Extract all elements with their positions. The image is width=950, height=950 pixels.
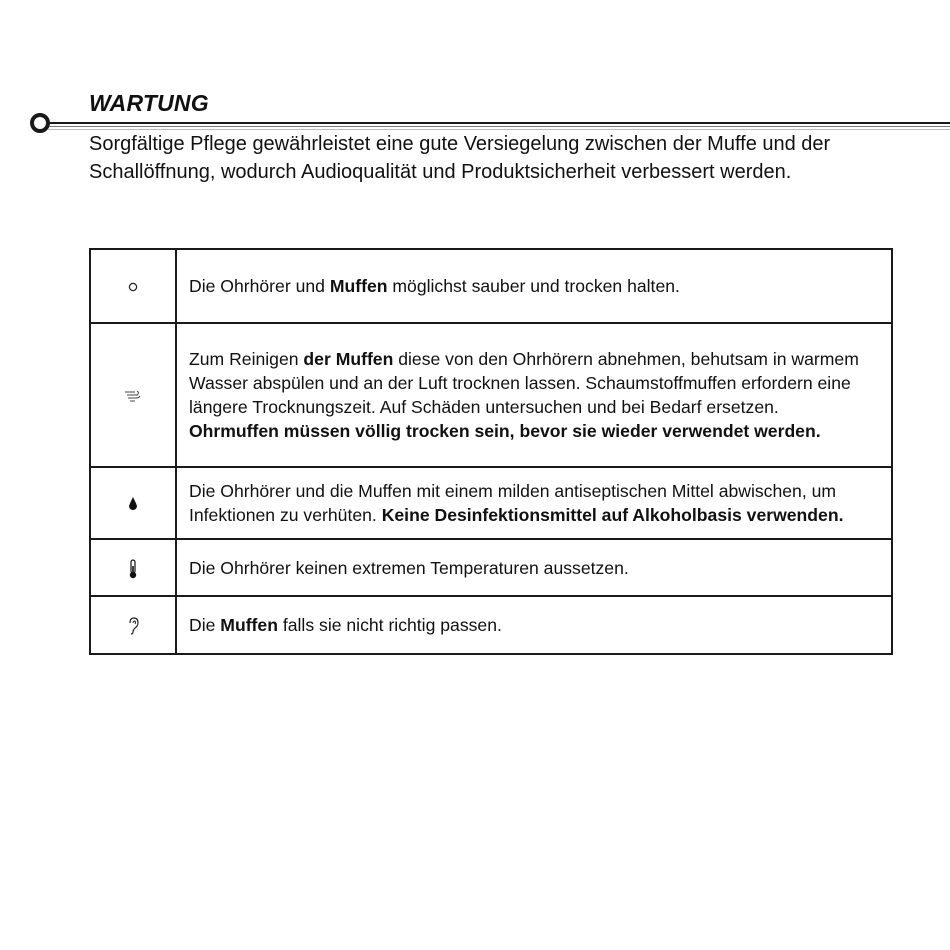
table-row [90,539,892,596]
table-row [90,249,892,323]
ear-icon [127,617,139,635]
icon-cell [90,467,176,539]
table-row [90,467,892,539]
section-intro: Sorgfältige Pflege gewährleistet eine gute Versiegelung zwischen der Muffe und der Schallöffnung, wodurch Audioqualität und Produktsicherheit verbessert werden. [89,133,831,183]
row-text: Die Ohrhörer keinen extremen Temperaturen aussetzen. [176,539,892,596]
drop-icon [127,496,139,512]
row-text: Die Ohrhörer und die Muffen mit einem milden antiseptischen Mittel abwischen, um Infektionen zu verhüten. Keine Desinfektionsmittel auf Alkoholbasis verwenden. [176,467,892,539]
thermometer-icon [128,559,138,579]
icon-cell [90,596,176,654]
care-table [89,248,893,655]
circle-icon [127,281,139,293]
icon-cell [90,539,176,596]
row-text: Zum Reinigen der Muffen diese von den Ohrhörern abnehmen, behutsam in warmem Wasser abspülen und an der Luft trocknen lassen. Schaumstoffmuffen erfordern eine längere Trocknungszeit. Auf Schäden untersuchen und bei Bedarf ersetzen. Ohrmuffen müssen völlig trocken sein, bevor sie wieder verwendet werden. [176,323,892,467]
table-row [90,596,892,654]
icon-cell [90,249,176,323]
heading-bullet-icon [30,113,50,133]
row-text: Die Ohrhörer und Muffen möglichst sauber und trocken halten. [176,249,892,323]
table-row [90,323,892,467]
section-title: WARTUNG [89,90,209,116]
hand-water-icon [124,389,142,403]
icon-cell [90,323,176,467]
row-text: Die Muffen falls sie nicht richtig passen. [176,596,892,654]
